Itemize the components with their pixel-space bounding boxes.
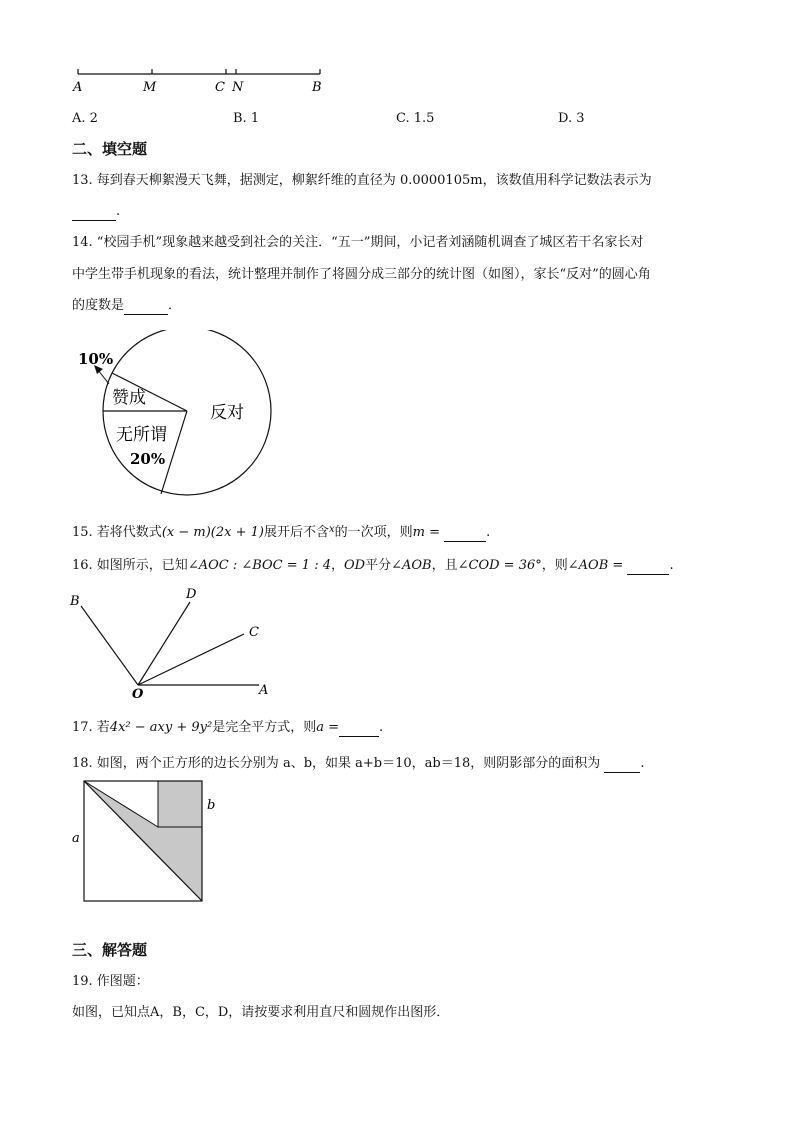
- q18-blank: [604, 759, 640, 773]
- q15-end: .: [486, 525, 491, 540]
- ray-ob: [81, 606, 138, 685]
- q16-prefix: 16. 如图所示，已知: [72, 558, 188, 573]
- q17-end: .: [379, 720, 384, 735]
- q17-a-eq: a =: [316, 720, 339, 735]
- q18-body: 18. 如图，两个正方形的边长分别为 a、b，如果 a+b＝10，ab＝18，则阴影部分的面积为: [72, 756, 601, 771]
- q15-prefix: 15. 若将代数式: [72, 525, 162, 540]
- q14-blank: [124, 301, 168, 315]
- q16-mid: ，: [330, 558, 344, 573]
- q16-text: [72, 557, 674, 575]
- q14-line1: 14. “校园手机”现象越来越受到社会的关注．“五一”期间，小记者刘涵随机调查了城区若干名家长对: [72, 235, 644, 250]
- q16-cod: ∠COD = 36°: [457, 558, 542, 573]
- q17-prefix: 17. 若: [72, 720, 110, 735]
- q13-end: .: [116, 204, 121, 219]
- pie-label-wusuowei: 无所谓: [116, 425, 167, 445]
- angle-label-d: D: [186, 588, 197, 602]
- pie-label-fandui: 反对: [210, 403, 244, 423]
- angle-label-b: B: [70, 594, 80, 609]
- q14-line2: 中学生带手机现象的看法，统计整理并制作了将圆分成三部分的统计图（如图），家长“反对”的圆心角: [72, 267, 651, 282]
- q15-blank: [444, 528, 486, 542]
- q13-blank: [72, 207, 116, 221]
- q15-expr: (x − m)(2x + 1): [161, 525, 264, 540]
- section-title-fill-blank: 二、填空题: [72, 140, 148, 158]
- label-m: M: [143, 80, 157, 95]
- pie-arrow-line: [98, 370, 109, 384]
- diagonal-to-small: [84, 781, 158, 827]
- pie-figure: [70, 330, 290, 502]
- label-c: C: [215, 80, 225, 95]
- q16-end: .: [669, 558, 674, 573]
- q19-line1: 19. 作图题：: [72, 974, 149, 989]
- q18-end: .: [640, 756, 645, 771]
- angle-label-a: A: [259, 683, 269, 698]
- q16-mid3: ，且: [431, 558, 458, 573]
- q16-aob: ∠AOB: [391, 558, 432, 573]
- q16-mid4: ，则: [541, 558, 568, 573]
- q13-text: 13. 每到春天柳絮漫天飞舞，据测定，柳絮纤维的直径为 0.0000105m，该数值用科学记数法表示为: [72, 173, 652, 188]
- q18-text: [72, 755, 645, 773]
- q14-line3-after: ．: [168, 298, 182, 313]
- q17-blank: [339, 723, 379, 737]
- option-d: D. 3: [558, 111, 585, 126]
- q15-text: [72, 521, 490, 542]
- q16-aob-eq: ∠AOB =: [567, 558, 624, 573]
- q15-m-eq: m =: [412, 525, 440, 540]
- q14-line3-before: 的度数是: [72, 298, 125, 313]
- square-label-a: a: [72, 831, 80, 846]
- pie-label-10pct: 10%: [78, 350, 114, 368]
- q19-line2: 如图，已知点A，B，C，D，请按要求利用直尺和圆规作出图形．: [72, 1005, 450, 1020]
- label-n: N: [232, 80, 244, 95]
- angle-label-o: O: [132, 687, 144, 700]
- label-b: B: [312, 80, 322, 95]
- q14-line3: [72, 297, 181, 315]
- option-b: B. 1: [233, 111, 260, 126]
- q15-mid2: 的一次项，则: [334, 525, 413, 540]
- option-a: A. 2: [72, 111, 98, 126]
- q17-expr: 4x² − axy + 9y²: [109, 720, 213, 735]
- section-title-solve: 三、解答题: [72, 941, 148, 959]
- q17-mid: 是完全平方式，则: [212, 720, 317, 735]
- square-figure: [68, 778, 228, 906]
- small-square-shaded: [158, 781, 202, 827]
- square-label-b: b: [207, 798, 216, 813]
- option-c: C. 1.5: [396, 111, 435, 126]
- pie-label-zancheng: 赞成: [112, 388, 146, 408]
- q15-var: x: [328, 524, 335, 535]
- label-a: A: [73, 80, 83, 95]
- q17-text: [72, 719, 383, 737]
- q16-blank: [627, 561, 669, 575]
- q13-answer-line: [72, 203, 120, 221]
- q16-od: OD: [344, 558, 366, 573]
- q16-mid2: 平分: [365, 558, 392, 573]
- q16-ratio: ∠AOC : ∠BOC = 1 : 4: [187, 558, 331, 573]
- angle-label-c: C: [249, 625, 259, 640]
- angle-figure: [66, 588, 286, 700]
- pie-label-20pct: 20%: [130, 450, 166, 468]
- q15-mid: 展开后不含: [263, 525, 329, 540]
- segment-figure: [70, 66, 340, 100]
